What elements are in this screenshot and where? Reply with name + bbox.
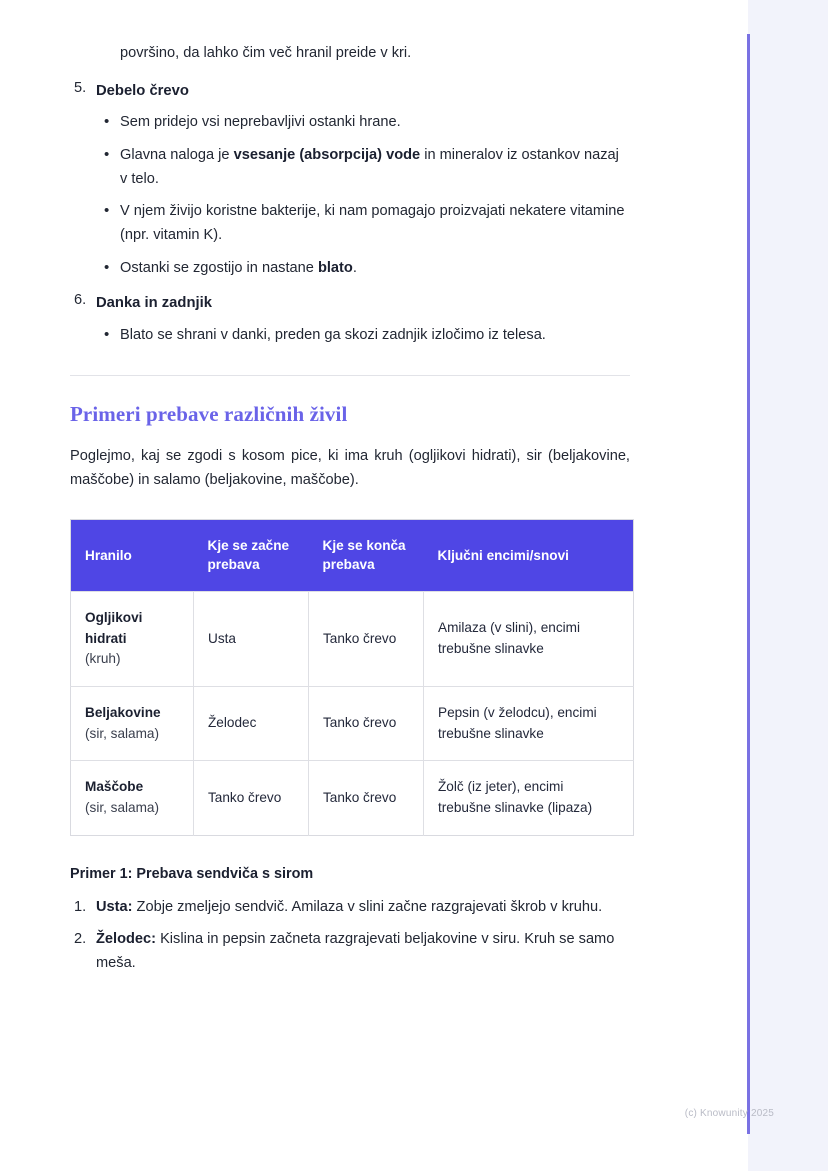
nutrient-name: Maščobe	[85, 779, 144, 795]
list-item-title: Debelo črevo	[96, 82, 189, 99]
step-label: Želodec:	[96, 931, 157, 948]
nutrient-name: Ogljikovi hidrati	[85, 610, 143, 646]
step-label: Usta:	[96, 898, 133, 915]
right-rail-background	[748, 0, 828, 1171]
example-heading: Primer 1: Prebava sendviča s sirom	[70, 865, 314, 882]
bullet-text: V njem živijo koristne bakterije, ki nam pomagajo proizvajati nekatere vitamine (npr. vitamin K).	[120, 203, 625, 243]
bullet-text: Blato se shrani v danki, preden ga skozi zadnjik izločimo iz telesa.	[120, 326, 546, 343]
table-cell-enzymes: Pepsin (v želodcu), encimi trebušne slinavke	[424, 687, 634, 761]
footer-credit: (c) Knowunity 2025	[684, 1108, 774, 1119]
list-item	[74, 928, 700, 975]
table-header-cell: Hranilo	[71, 519, 194, 591]
list-item	[120, 324, 700, 348]
nutrient-source: (kruh)	[85, 651, 121, 667]
nutrient-source: (sir, salama)	[85, 800, 160, 816]
ordered-list-organs	[0, 80, 700, 348]
table-header-cell: Kje se konča prebava	[309, 519, 424, 591]
example-steps-list	[0, 896, 700, 976]
table-header-row	[71, 519, 634, 591]
table-row	[71, 687, 634, 761]
table-cell-enzymes: Amilaza (v slini), encimi trebušne slinavke	[424, 592, 634, 687]
step-text: Kislina in pepsin začneta razgrajevati beljakovine v siru. Kruh se samo meša.	[96, 931, 615, 972]
section-intro-paragraph: Poglejmo, kaj se zgodi s kosom pice, ki ima kruh (ogljikovi hidrati), sir (beljakovine, maščobe) in salamo (beljakovine, maščobe).	[70, 448, 630, 489]
step-text: Zobje zmeljejo sendvič. Amilaza v slini začne razgrajevati škrob v kruhu.	[132, 898, 603, 915]
table-cell-end: Tanko črevo	[309, 687, 424, 761]
bullet-text-cont: in mineralov iz ostankov nazaj v telo.	[120, 146, 619, 187]
sub-bullet-list	[96, 324, 700, 348]
list-item	[120, 257, 700, 281]
bullet-text: Ostanki se zgostijo in nastane	[120, 259, 318, 276]
right-rail-accent-line	[747, 34, 750, 1134]
list-item-number: 5.	[74, 79, 87, 96]
list-item	[120, 144, 700, 191]
table-header-cell: Kje se začne prebava	[194, 519, 309, 591]
list-item	[120, 200, 700, 247]
table-cell-end: Tanko črevo	[309, 761, 424, 835]
table-cell-nutrient	[71, 687, 194, 761]
bullet-emphasis: vsesanje (absorpcija) vode	[233, 146, 421, 163]
table-row	[71, 761, 634, 835]
list-item	[74, 79, 700, 281]
table-header-cell: Ključni encimi/snovi	[424, 519, 634, 591]
section-divider	[70, 375, 630, 376]
nutrient-name: Beljakovine	[85, 705, 161, 721]
bullet-text-cont: .	[352, 259, 357, 276]
list-item	[74, 292, 700, 347]
table-cell-enzymes: Žolč (iz jeter), encimi trebušne slinavke (lipaza)	[424, 761, 634, 835]
bullet-text: Glavna naloga je	[120, 146, 234, 163]
list-item-number: 1.	[74, 898, 87, 915]
continuation-paragraph: površino, da lahko čim več hranil preide v kri.	[120, 45, 412, 61]
list-item	[74, 896, 700, 920]
nutrient-source: (sir, salama)	[85, 725, 160, 741]
list-item-number: 2.	[74, 931, 87, 948]
table-cell-start: Želodec	[194, 687, 309, 761]
nutrient-digestion-table	[70, 519, 634, 836]
list-item-number: 6.	[74, 292, 87, 309]
table-row	[71, 592, 634, 687]
table-cell-start: Usta	[194, 592, 309, 687]
sub-bullet-list	[96, 111, 700, 280]
section-title: Primeri prebave različnih živil	[70, 402, 348, 427]
table-cell-nutrient	[71, 761, 194, 835]
table-cell-nutrient	[71, 592, 194, 687]
list-item-title: Danka in zadnjik	[96, 295, 212, 312]
bullet-text: Sem pridejo vsi neprebavljivi ostanki hrane.	[120, 114, 401, 131]
list-item	[120, 111, 700, 135]
table-cell-start: Tanko črevo	[194, 761, 309, 835]
table-cell-end: Tanko črevo	[309, 592, 424, 687]
bullet-emphasis: blato	[317, 259, 353, 276]
